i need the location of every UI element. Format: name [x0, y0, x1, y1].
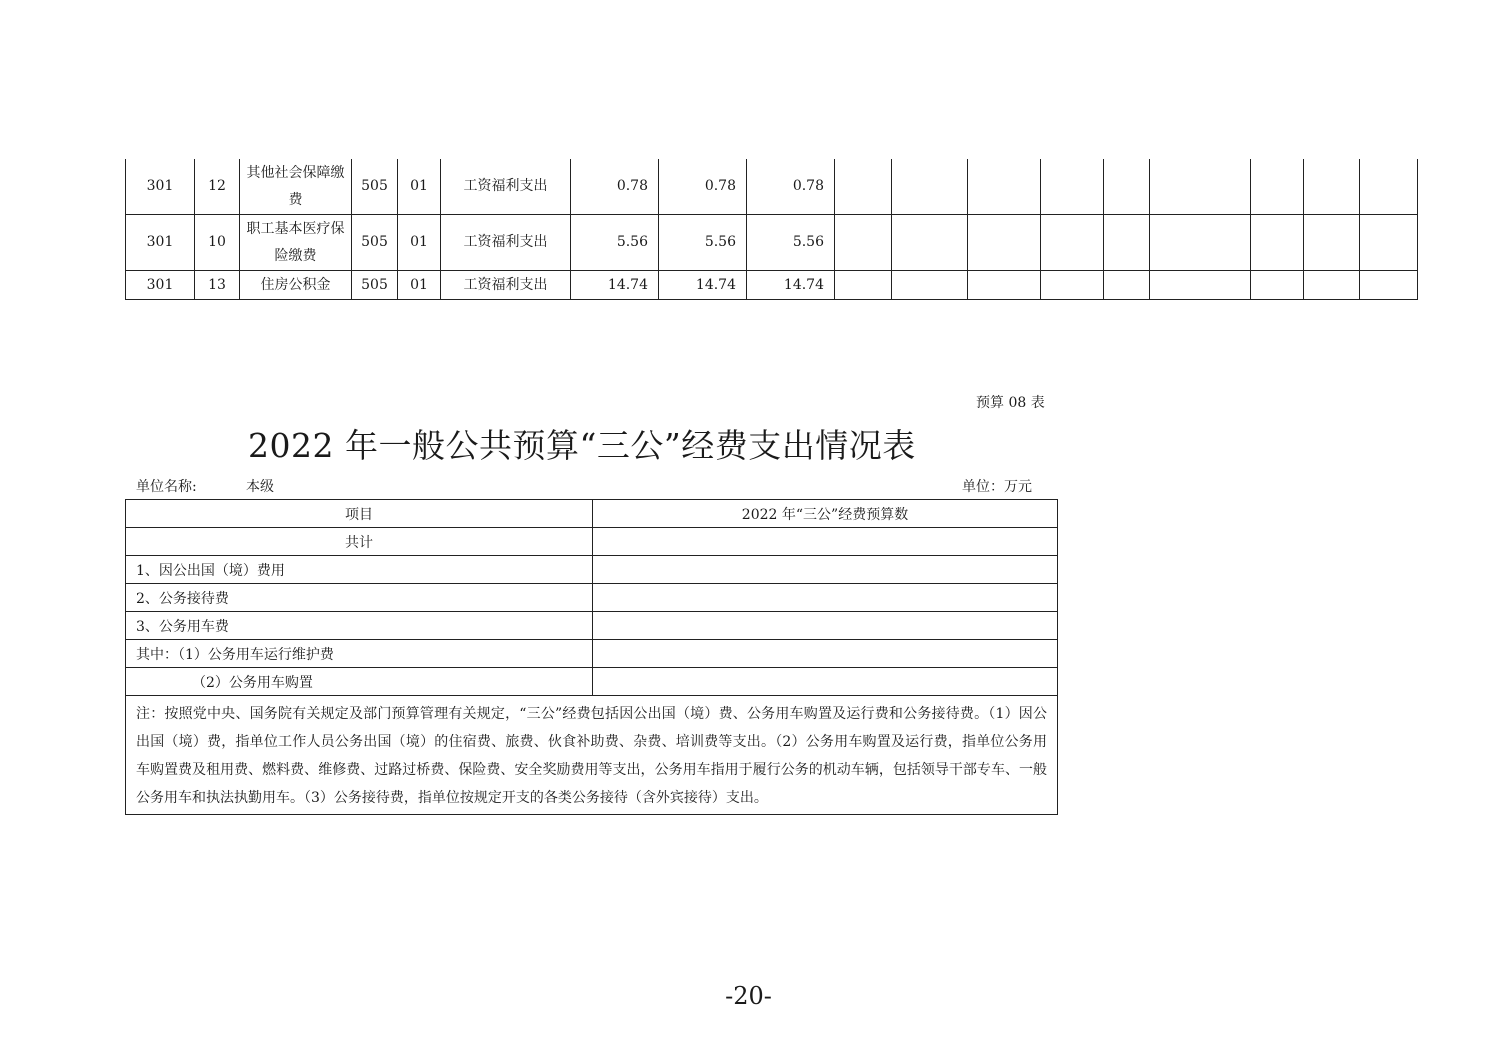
gov-item-code: 01 — [398, 271, 441, 300]
amount-subtotal: 14.74 — [659, 271, 747, 300]
amount-basic: 0.78 — [747, 159, 835, 215]
row-value — [593, 640, 1058, 668]
header-item: 项目 — [126, 500, 593, 528]
budget-detail-table — [125, 159, 1418, 300]
item-name: 其他社会保障缴费 — [240, 159, 352, 215]
sangong-table — [125, 499, 1058, 815]
category-name: 工资福利支出 — [441, 215, 571, 271]
table-row — [126, 215, 1418, 271]
table-row — [126, 640, 1058, 668]
row-label: （2）公务用车购置 — [126, 668, 593, 696]
note-row — [126, 696, 1058, 815]
unit-name-label: 单位名称: — [136, 479, 197, 495]
row-value — [593, 584, 1058, 612]
table-number: 预算 08 表 — [976, 395, 1045, 411]
table-row — [126, 584, 1058, 612]
item-name: 职工基本医疗保险缴费 — [240, 215, 352, 271]
class-code: 301 — [126, 215, 195, 271]
row-label: 1、因公出国（境）费用 — [126, 556, 593, 584]
table-row — [126, 668, 1058, 696]
gov-class-code: 505 — [352, 215, 398, 271]
row-label: 2、公务接待费 — [126, 584, 593, 612]
category-name: 工资福利支出 — [441, 159, 571, 215]
gov-class-code: 505 — [352, 271, 398, 300]
gov-item-code: 01 — [398, 159, 441, 215]
page-title: 2022 年一般公共预算“三公”经费支出情况表 — [248, 426, 916, 465]
amount-total: 0.78 — [571, 159, 659, 215]
gov-item-code: 01 — [398, 215, 441, 271]
table-row — [126, 159, 1418, 215]
amount-subtotal: 0.78 — [659, 159, 747, 215]
row-label: 3、公务用车费 — [126, 612, 593, 640]
table-row — [126, 528, 1058, 556]
item-code: 12 — [195, 159, 240, 215]
table-row — [126, 271, 1418, 300]
class-code: 301 — [126, 159, 195, 215]
header-value: 2022 年“三公”经费预算数 — [593, 500, 1058, 528]
row-value — [593, 556, 1058, 584]
row-label: 其中：（1）公务用车运行维护费 — [126, 640, 593, 668]
category-name: 工资福利支出 — [441, 271, 571, 300]
item-code: 10 — [195, 215, 240, 271]
item-name: 住房公积金 — [240, 271, 352, 300]
table-note: 注：按照党中央、国务院有关规定及部门预算管理有关规定，“三公”经费包括因公出国（境）费、公务用车购置及运行费和公务接待费。（1）因公出国（境）费，指单位工作人员公务出国（境）的住宿费、旅费、伙食补助费、杂费、培训费等支出。（2）公务用车购置及运行费，指单位公务用车购置费及租用费、燃料费、维修费、过路过桥费、保险费、安全奖励费用等支出，公务用车指用于履行公务的机动车辆，包括领导干部专车、一般公务用车和执法执勤用车。（3）公务接待费，指单位按规定开支的各类公务接待（含外宾接待）支出。 — [126, 696, 1058, 815]
amount-basic: 5.56 — [747, 215, 835, 271]
table-header-row — [126, 500, 1058, 528]
amount-total: 14.74 — [571, 271, 659, 300]
unit-label: 单位：万元 — [962, 479, 1032, 495]
page-number: -20- — [725, 982, 772, 1010]
table-row — [126, 556, 1058, 584]
unit-name-value: 本级 — [246, 479, 274, 495]
amount-basic: 14.74 — [747, 271, 835, 300]
item-code: 13 — [195, 271, 240, 300]
class-code: 301 — [126, 271, 195, 300]
amount-subtotal: 5.56 — [659, 215, 747, 271]
amount-total: 5.56 — [571, 215, 659, 271]
table-row — [126, 612, 1058, 640]
row-label: 共计 — [126, 528, 593, 556]
row-value — [593, 612, 1058, 640]
gov-class-code: 505 — [352, 159, 398, 215]
row-value — [593, 668, 1058, 696]
row-value — [593, 528, 1058, 556]
